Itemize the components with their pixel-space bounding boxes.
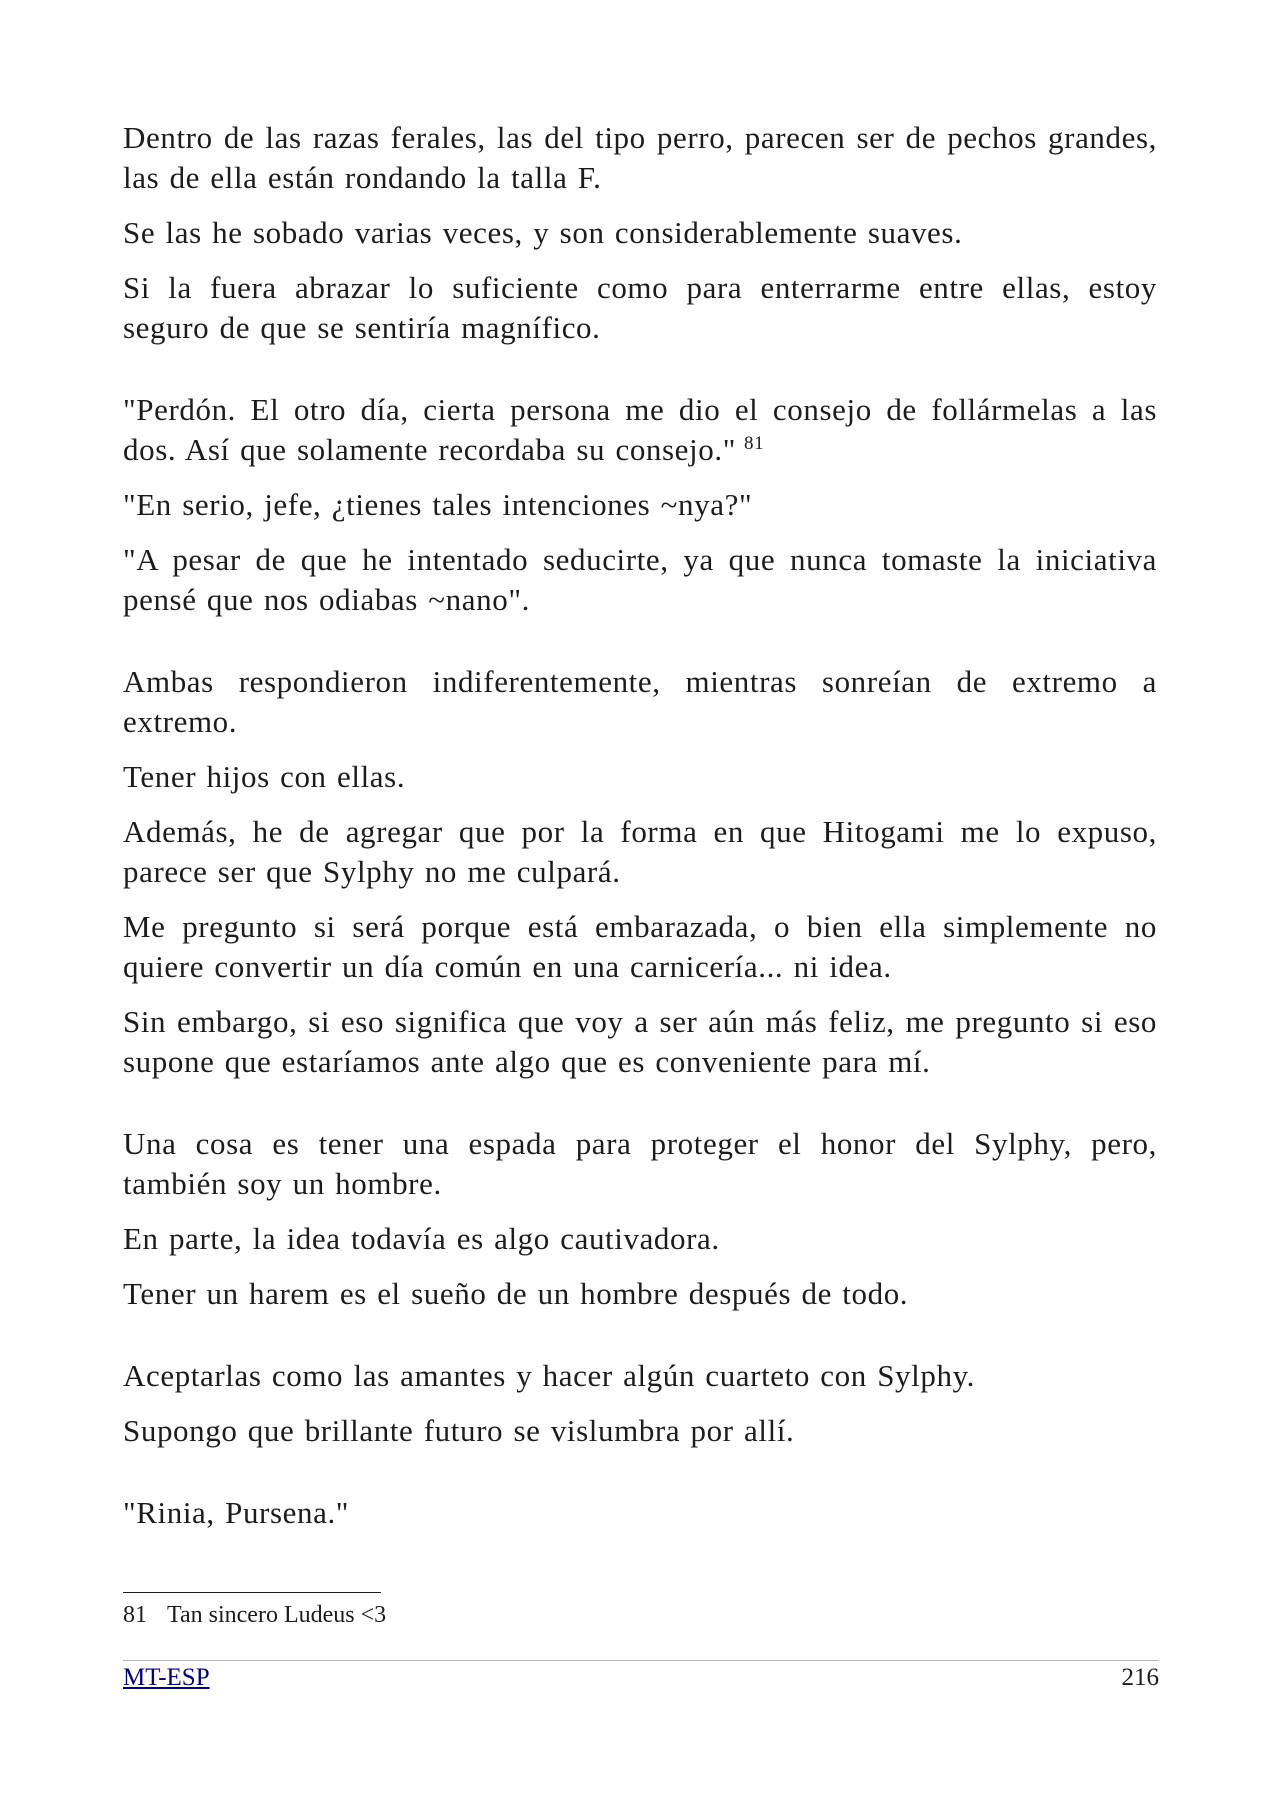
- paragraph: Dentro de las razas ferales, las del tipo perro, parecen ser de pechos grandes, las de ella están rondando la talla F.: [123, 120, 1157, 195]
- section-gap: [123, 1466, 1157, 1493]
- footer-divider: [123, 1660, 1159, 1661]
- paragraph: Se las he sobado varias veces, y son considerablemente suaves.: [123, 215, 963, 250]
- paragraph: Supongo que brillante futuro se vislumbra por allí.: [123, 1413, 795, 1448]
- paragraph: Tener un harem es el sueño de un hombre después de todo.: [123, 1276, 909, 1311]
- page-number: 216: [1121, 1664, 1159, 1691]
- paragraph: Una cosa es tener una espada para proteger el honor del Sylphy, pero, también soy un hombre.: [123, 1126, 1157, 1201]
- footer-link[interactable]: MT-ESP: [123, 1664, 210, 1691]
- section-gap: [123, 363, 1157, 390]
- paragraph-text: "Perdón. El otro día, cierta persona me dio el consejo de follármelas a las dos. Así que solamente recordaba su consejo.": [123, 392, 1157, 467]
- footnote-reference[interactable]: 81: [743, 432, 765, 454]
- paragraph: Ambas respondieron indiferentemente, mientras sonreían de extremo a extremo.: [123, 664, 1157, 739]
- paragraph: "En serio, jefe, ¿tienes tales intenciones ~nya?": [123, 487, 753, 522]
- paragraph: Además, he de agregar que por la forma en que Hitogami me lo expuso, parece ser que Sylphy no me culpará.: [123, 814, 1157, 889]
- paragraph: Me pregunto si será porque está embarazada, o bien ella simplemente no quiere convertir un día común en una carnicería... ni idea.: [123, 909, 1157, 984]
- footnote-separator: [123, 1592, 381, 1593]
- section-gap: [123, 1097, 1157, 1124]
- section-gap: [123, 635, 1157, 662]
- footnote-text: Tan sincero Ludeus <3: [167, 1602, 387, 1628]
- section-gap: [123, 1329, 1157, 1356]
- paragraph: "A pesar de que he intentado seducirte, ya que nunca tomaste la iniciativa pensé que nos odiabas ~nano".: [123, 542, 1157, 617]
- footnote-number: 81: [123, 1602, 147, 1628]
- paragraph: Aceptarlas como las amantes y hacer algún cuarteto con Sylphy.: [123, 1358, 976, 1393]
- paragraph: "Rinia, Pursena.": [123, 1495, 350, 1530]
- paragraph: Tener hijos con ellas.: [123, 759, 406, 794]
- text-body: [123, 118, 1157, 1548]
- paragraph: Sin embargo, si eso significa que voy a ser aún más feliz, me pregunto si eso supone que estaríamos ante algo que es conveniente para mí.: [123, 1004, 1157, 1079]
- footnote: [123, 1600, 386, 1630]
- paragraph: En parte, la idea todavía es algo cautivadora.: [123, 1221, 720, 1256]
- paragraph: Si la fuera abrazar lo suficiente como para enterrarme entre ellas, estoy seguro de que se sentiría magnífico.: [123, 270, 1157, 345]
- paragraph-with-footnote: [123, 390, 1157, 470]
